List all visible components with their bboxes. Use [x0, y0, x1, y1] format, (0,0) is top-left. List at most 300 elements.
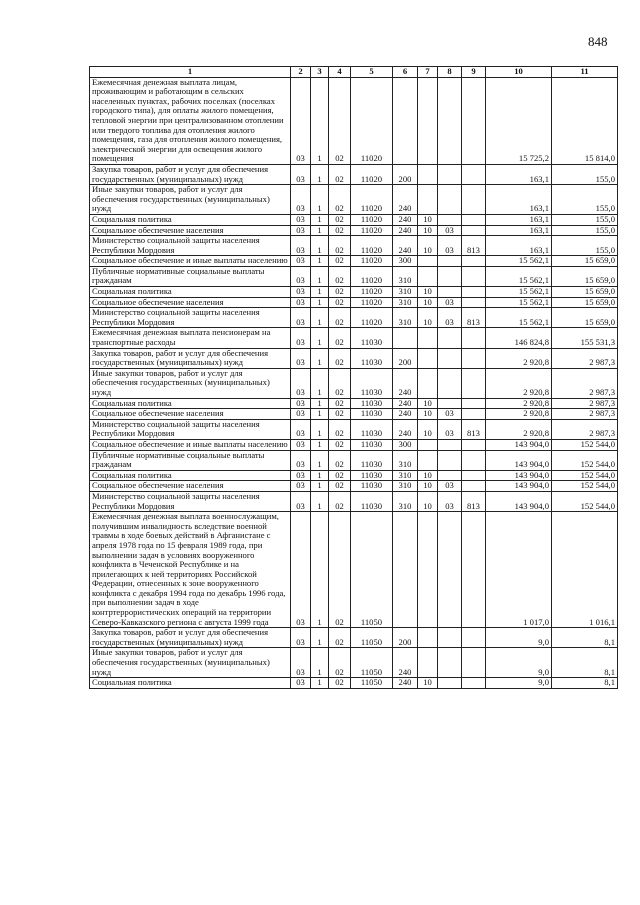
col-4-cell: 02	[329, 185, 351, 215]
col-6-cell: 200	[393, 164, 418, 184]
col-5-cell: 11030	[351, 450, 393, 470]
col-6-cell: 300	[393, 439, 418, 450]
col-9-cell	[462, 256, 486, 267]
col-8-cell	[438, 77, 462, 164]
row-name-cell: Закупка товаров, работ и услуг для обеспечения государственных (муниципальных) нужд	[90, 164, 291, 184]
col-6-cell: 200	[393, 348, 418, 368]
col-8-cell	[438, 648, 462, 678]
column-header: 3	[311, 67, 329, 78]
col-6-cell: 240	[393, 225, 418, 236]
col-10-cell: 163,1	[486, 164, 552, 184]
table-row	[90, 678, 618, 689]
col-8-cell	[438, 398, 462, 409]
budget-table	[89, 66, 618, 689]
col-6-cell: 310	[393, 287, 418, 298]
col-11-cell: 8,1	[552, 648, 618, 678]
col-11-cell: 152 544,0	[552, 450, 618, 470]
row-name-cell: Закупка товаров, работ и услуг для обеспечения государственных (муниципальных) нужд	[90, 348, 291, 368]
col-7-cell	[418, 439, 438, 450]
col-8-cell	[438, 256, 462, 267]
col-3-cell: 1	[311, 398, 329, 409]
col-10-cell: 163,1	[486, 236, 552, 256]
col-9-cell	[462, 481, 486, 492]
col-9-cell	[462, 648, 486, 678]
col-11-cell: 15 659,0	[552, 308, 618, 328]
table-row	[90, 628, 618, 648]
col-10-cell: 9,0	[486, 648, 552, 678]
col-2-cell: 03	[291, 368, 311, 398]
col-11-cell: 155,0	[552, 225, 618, 236]
col-2-cell: 03	[291, 439, 311, 450]
col-2-cell: 03	[291, 678, 311, 689]
col-9-cell	[462, 185, 486, 215]
col-8-cell	[438, 628, 462, 648]
col-6-cell: 240	[393, 236, 418, 256]
col-4-cell: 02	[329, 225, 351, 236]
col-9-cell	[462, 225, 486, 236]
col-7-cell: 10	[418, 398, 438, 409]
col-10-cell: 163,1	[486, 214, 552, 225]
row-name-cell: Министерство социальной защиты населения Республики Мордовия	[90, 491, 291, 511]
table-row	[90, 398, 618, 409]
col-7-cell	[418, 368, 438, 398]
col-9-cell	[462, 398, 486, 409]
col-5-cell: 11020	[351, 308, 393, 328]
col-2-cell: 03	[291, 236, 311, 256]
col-10-cell: 1 017,0	[486, 512, 552, 628]
row-name-cell: Социальная политика	[90, 470, 291, 481]
col-6-cell: 300	[393, 256, 418, 267]
col-10-cell: 15 725,2	[486, 77, 552, 164]
table-row	[90, 256, 618, 267]
col-6-cell: 310	[393, 481, 418, 492]
col-8-cell	[438, 214, 462, 225]
col-3-cell: 1	[311, 185, 329, 215]
col-3-cell: 1	[311, 439, 329, 450]
col-2-cell: 03	[291, 450, 311, 470]
col-2-cell: 03	[291, 308, 311, 328]
col-7-cell: 10	[418, 470, 438, 481]
table-row	[90, 328, 618, 348]
col-11-cell: 2 987,3	[552, 368, 618, 398]
col-8-cell: 03	[438, 481, 462, 492]
col-10-cell: 2 920,8	[486, 368, 552, 398]
col-2-cell: 03	[291, 256, 311, 267]
col-3-cell: 1	[311, 648, 329, 678]
col-9-cell: 813	[462, 236, 486, 256]
col-4-cell: 02	[329, 678, 351, 689]
col-5-cell: 11020	[351, 77, 393, 164]
col-5-cell: 11050	[351, 512, 393, 628]
col-6-cell: 240	[393, 368, 418, 398]
col-3-cell: 1	[311, 678, 329, 689]
col-5-cell: 11030	[351, 439, 393, 450]
table-row	[90, 368, 618, 398]
table-row	[90, 348, 618, 368]
table-row	[90, 481, 618, 492]
col-8-cell: 03	[438, 409, 462, 420]
col-6-cell: 240	[393, 398, 418, 409]
col-10-cell: 143 904,0	[486, 481, 552, 492]
row-name-cell: Министерство социальной защиты населения Республики Мордовия	[90, 236, 291, 256]
col-11-cell: 15 814,0	[552, 77, 618, 164]
col-3-cell: 1	[311, 266, 329, 286]
col-8-cell	[438, 185, 462, 215]
col-6-cell: 240	[393, 678, 418, 689]
col-4-cell: 02	[329, 77, 351, 164]
col-8-cell: 03	[438, 491, 462, 511]
col-3-cell: 1	[311, 256, 329, 267]
col-5-cell: 11020	[351, 266, 393, 286]
col-11-cell: 2 987,3	[552, 348, 618, 368]
col-8-cell	[438, 368, 462, 398]
col-6-cell	[393, 77, 418, 164]
col-9-cell	[462, 439, 486, 450]
col-3-cell: 1	[311, 470, 329, 481]
col-2-cell: 03	[291, 628, 311, 648]
col-10-cell: 163,1	[486, 225, 552, 236]
col-9-cell	[462, 214, 486, 225]
col-4-cell: 02	[329, 491, 351, 511]
col-5-cell: 11030	[351, 398, 393, 409]
table-row	[90, 419, 618, 439]
col-2-cell: 03	[291, 266, 311, 286]
col-10-cell: 2 920,8	[486, 348, 552, 368]
col-7-cell: 10	[418, 297, 438, 308]
col-11-cell: 15 659,0	[552, 266, 618, 286]
col-3-cell: 1	[311, 512, 329, 628]
col-2-cell: 03	[291, 398, 311, 409]
col-6-cell: 310	[393, 266, 418, 286]
col-3-cell: 1	[311, 450, 329, 470]
col-3-cell: 1	[311, 328, 329, 348]
col-2-cell: 03	[291, 648, 311, 678]
col-5-cell: 11020	[351, 164, 393, 184]
col-3-cell: 1	[311, 225, 329, 236]
col-4-cell: 02	[329, 236, 351, 256]
col-10-cell: 143 904,0	[486, 450, 552, 470]
col-7-cell: 10	[418, 214, 438, 225]
col-10-cell: 15 562,1	[486, 297, 552, 308]
col-9-cell	[462, 77, 486, 164]
col-8-cell	[438, 450, 462, 470]
col-6-cell: 200	[393, 628, 418, 648]
col-5-cell: 11030	[351, 491, 393, 511]
col-7-cell: 10	[418, 678, 438, 689]
row-name-cell: Министерство социальной защиты населения Республики Мордовия	[90, 308, 291, 328]
col-3-cell: 1	[311, 77, 329, 164]
col-3-cell: 1	[311, 236, 329, 256]
col-6-cell: 310	[393, 491, 418, 511]
table-row	[90, 164, 618, 184]
col-11-cell: 155,0	[552, 236, 618, 256]
table-row	[90, 214, 618, 225]
table-row	[90, 648, 618, 678]
col-6-cell: 310	[393, 450, 418, 470]
col-2-cell: 03	[291, 214, 311, 225]
col-8-cell	[438, 512, 462, 628]
col-11-cell: 15 659,0	[552, 297, 618, 308]
table-row	[90, 512, 618, 628]
table-header-row	[90, 67, 618, 78]
col-5-cell: 11020	[351, 236, 393, 256]
col-6-cell: 310	[393, 308, 418, 328]
row-name-cell: Социальная политика	[90, 398, 291, 409]
col-11-cell: 155 531,3	[552, 328, 618, 348]
col-10-cell: 146 824,8	[486, 328, 552, 348]
col-10-cell: 15 562,1	[486, 266, 552, 286]
col-3-cell: 1	[311, 491, 329, 511]
col-6-cell	[393, 328, 418, 348]
col-9-cell	[462, 628, 486, 648]
column-header: 10	[486, 67, 552, 78]
col-4-cell: 02	[329, 628, 351, 648]
col-4-cell: 02	[329, 398, 351, 409]
col-6-cell	[393, 512, 418, 628]
col-7-cell: 10	[418, 409, 438, 420]
col-9-cell	[462, 512, 486, 628]
col-7-cell	[418, 77, 438, 164]
col-5-cell: 11030	[351, 368, 393, 398]
col-4-cell: 02	[329, 348, 351, 368]
col-7-cell	[418, 256, 438, 267]
col-11-cell: 152 544,0	[552, 481, 618, 492]
col-10-cell: 15 562,1	[486, 287, 552, 298]
col-5-cell: 11030	[351, 409, 393, 420]
col-3-cell: 1	[311, 308, 329, 328]
column-header: 5	[351, 67, 393, 78]
col-11-cell: 1 016,1	[552, 512, 618, 628]
col-4-cell: 02	[329, 648, 351, 678]
row-name-cell: Социальное обеспечение и иные выплаты населению	[90, 439, 291, 450]
col-8-cell: 03	[438, 308, 462, 328]
col-11-cell: 152 544,0	[552, 439, 618, 450]
col-5-cell: 11020	[351, 185, 393, 215]
col-8-cell	[438, 678, 462, 689]
column-header: 9	[462, 67, 486, 78]
col-11-cell: 8,1	[552, 628, 618, 648]
column-header: 8	[438, 67, 462, 78]
col-10-cell: 9,0	[486, 678, 552, 689]
col-2-cell: 03	[291, 287, 311, 298]
col-10-cell: 15 562,1	[486, 308, 552, 328]
row-name-cell: Публичные нормативные социальные выплаты гражданам	[90, 266, 291, 286]
col-7-cell: 10	[418, 287, 438, 298]
col-7-cell	[418, 266, 438, 286]
table-row	[90, 409, 618, 420]
col-7-cell: 10	[418, 481, 438, 492]
row-name-cell: Социальное обеспечение населения	[90, 297, 291, 308]
col-8-cell	[438, 439, 462, 450]
col-2-cell: 03	[291, 481, 311, 492]
column-header: 4	[329, 67, 351, 78]
table-row	[90, 77, 618, 164]
col-7-cell: 10	[418, 419, 438, 439]
col-6-cell: 240	[393, 409, 418, 420]
row-name-cell: Социальное обеспечение населения	[90, 481, 291, 492]
row-name-cell: Ежемесячная денежная выплата военнослужащим, получившим инвалидность вследствие военной травмы в ходе боевых действий в Афганистане с апреля 1978 года по 15 февраля 1989 года, при выполнении задач в условиях вооруженного конфликта в Чеченской Республике и на прилегающих к ней территориях Российской Федерации, отнесенных к зоне вооруженного конфликта с декабря 1994 года по декабрь 1996 года, при выполнении задач в ходе контртеррористических операций на территории Северо-Кавказского региона с августа 1999 года	[90, 512, 291, 628]
col-11-cell: 155,0	[552, 214, 618, 225]
table-row	[90, 185, 618, 215]
col-3-cell: 1	[311, 409, 329, 420]
col-10-cell: 9,0	[486, 628, 552, 648]
col-10-cell: 15 562,1	[486, 256, 552, 267]
col-4-cell: 02	[329, 512, 351, 628]
col-2-cell: 03	[291, 470, 311, 481]
col-4-cell: 02	[329, 439, 351, 450]
col-4-cell: 02	[329, 214, 351, 225]
col-8-cell	[438, 287, 462, 298]
col-11-cell: 2 987,3	[552, 419, 618, 439]
col-11-cell: 15 659,0	[552, 256, 618, 267]
col-8-cell: 03	[438, 419, 462, 439]
col-9-cell: 813	[462, 308, 486, 328]
col-7-cell: 10	[418, 308, 438, 328]
col-4-cell: 02	[329, 481, 351, 492]
row-name-cell: Ежемесячная денежная выплата пенсионерам на транспортные расходы	[90, 328, 291, 348]
col-3-cell: 1	[311, 368, 329, 398]
col-5-cell: 11050	[351, 678, 393, 689]
col-2-cell: 03	[291, 297, 311, 308]
col-7-cell	[418, 512, 438, 628]
col-7-cell	[418, 185, 438, 215]
col-5-cell: 11030	[351, 481, 393, 492]
column-header: 11	[552, 67, 618, 78]
column-header: 2	[291, 67, 311, 78]
row-name-cell: Закупка товаров, работ и услуг для обеспечения государственных (муниципальных) нужд	[90, 628, 291, 648]
col-9-cell	[462, 164, 486, 184]
table-row	[90, 491, 618, 511]
row-name-cell: Министерство социальной защиты населения Республики Мордовия	[90, 419, 291, 439]
col-7-cell: 10	[418, 491, 438, 511]
col-6-cell: 240	[393, 185, 418, 215]
row-name-cell: Иные закупки товаров, работ и услуг для обеспечения государственных (муниципальных) нужд	[90, 185, 291, 215]
col-7-cell	[418, 164, 438, 184]
col-7-cell	[418, 348, 438, 368]
col-9-cell	[462, 348, 486, 368]
col-11-cell: 2 987,3	[552, 398, 618, 409]
col-2-cell: 03	[291, 225, 311, 236]
col-9-cell	[462, 266, 486, 286]
col-2-cell: 03	[291, 77, 311, 164]
col-5-cell: 11030	[351, 328, 393, 348]
col-4-cell: 02	[329, 368, 351, 398]
page-number: 848	[588, 34, 608, 49]
col-3-cell: 1	[311, 481, 329, 492]
row-name-cell: Социальная политика	[90, 287, 291, 298]
col-4-cell: 02	[329, 328, 351, 348]
col-3-cell: 1	[311, 628, 329, 648]
table-row	[90, 266, 618, 286]
col-4-cell: 02	[329, 450, 351, 470]
col-5-cell: 11050	[351, 628, 393, 648]
table-row	[90, 470, 618, 481]
col-4-cell: 02	[329, 409, 351, 420]
col-9-cell	[462, 328, 486, 348]
row-name-cell: Социальное обеспечение населения	[90, 225, 291, 236]
col-7-cell: 10	[418, 236, 438, 256]
col-9-cell	[462, 368, 486, 398]
col-2-cell: 03	[291, 328, 311, 348]
col-9-cell	[462, 287, 486, 298]
col-2-cell: 03	[291, 419, 311, 439]
col-5-cell: 11020	[351, 214, 393, 225]
col-11-cell: 152 544,0	[552, 491, 618, 511]
col-7-cell	[418, 648, 438, 678]
col-8-cell: 03	[438, 236, 462, 256]
col-3-cell: 1	[311, 419, 329, 439]
col-10-cell: 2 920,8	[486, 398, 552, 409]
col-5-cell: 11030	[351, 419, 393, 439]
col-11-cell: 155,0	[552, 164, 618, 184]
col-6-cell: 310	[393, 297, 418, 308]
row-name-cell: Социальное обеспечение и иные выплаты населению	[90, 256, 291, 267]
row-name-cell: Иные закупки товаров, работ и услуг для обеспечения государственных (муниципальных) нужд	[90, 648, 291, 678]
col-3-cell: 1	[311, 214, 329, 225]
table-row	[90, 225, 618, 236]
col-5-cell: 11020	[351, 256, 393, 267]
col-10-cell: 163,1	[486, 185, 552, 215]
row-name-cell: Социальное обеспечение населения	[90, 409, 291, 420]
col-3-cell: 1	[311, 348, 329, 368]
col-2-cell: 03	[291, 409, 311, 420]
col-4-cell: 02	[329, 419, 351, 439]
col-7-cell	[418, 328, 438, 348]
table-row	[90, 450, 618, 470]
col-2-cell: 03	[291, 348, 311, 368]
col-4-cell: 02	[329, 297, 351, 308]
column-header: 7	[418, 67, 438, 78]
col-2-cell: 03	[291, 185, 311, 215]
table-row	[90, 308, 618, 328]
row-name-cell: Иные закупки товаров, работ и услуг для обеспечения государственных (муниципальных) нужд	[90, 368, 291, 398]
row-name-cell: Ежемесячная денежная выплата лицам, проживающим и работающим в сельских населенных пунктах, рабочих поселках (поселках городского типа), для оплаты жилого помещения, тепловой энергии при централизованном отоплении или твердого топлива для отопления жилого помещения, газа для отопления жилого помещения, электрической энергии для освещения жилого помещения	[90, 77, 291, 164]
col-4-cell: 02	[329, 256, 351, 267]
col-2-cell: 03	[291, 512, 311, 628]
col-10-cell: 2 920,8	[486, 419, 552, 439]
col-8-cell	[438, 470, 462, 481]
col-4-cell: 02	[329, 308, 351, 328]
table-row	[90, 287, 618, 298]
col-10-cell: 143 904,0	[486, 491, 552, 511]
col-5-cell: 11030	[351, 470, 393, 481]
row-name-cell: Публичные нормативные социальные выплаты гражданам	[90, 450, 291, 470]
column-header: 6	[393, 67, 418, 78]
col-10-cell: 143 904,0	[486, 470, 552, 481]
col-9-cell	[462, 297, 486, 308]
col-4-cell: 02	[329, 164, 351, 184]
table-row	[90, 297, 618, 308]
col-3-cell: 1	[311, 297, 329, 308]
col-10-cell: 143 904,0	[486, 439, 552, 450]
col-11-cell: 15 659,0	[552, 287, 618, 298]
col-2-cell: 03	[291, 164, 311, 184]
col-8-cell	[438, 328, 462, 348]
col-8-cell: 03	[438, 225, 462, 236]
col-9-cell	[462, 450, 486, 470]
col-7-cell	[418, 450, 438, 470]
col-6-cell: 310	[393, 470, 418, 481]
col-8-cell	[438, 164, 462, 184]
col-8-cell	[438, 266, 462, 286]
col-11-cell: 2 987,3	[552, 409, 618, 420]
col-5-cell: 11050	[351, 648, 393, 678]
table-row	[90, 439, 618, 450]
col-7-cell	[418, 628, 438, 648]
col-9-cell	[462, 470, 486, 481]
col-8-cell	[438, 348, 462, 368]
col-6-cell: 240	[393, 648, 418, 678]
